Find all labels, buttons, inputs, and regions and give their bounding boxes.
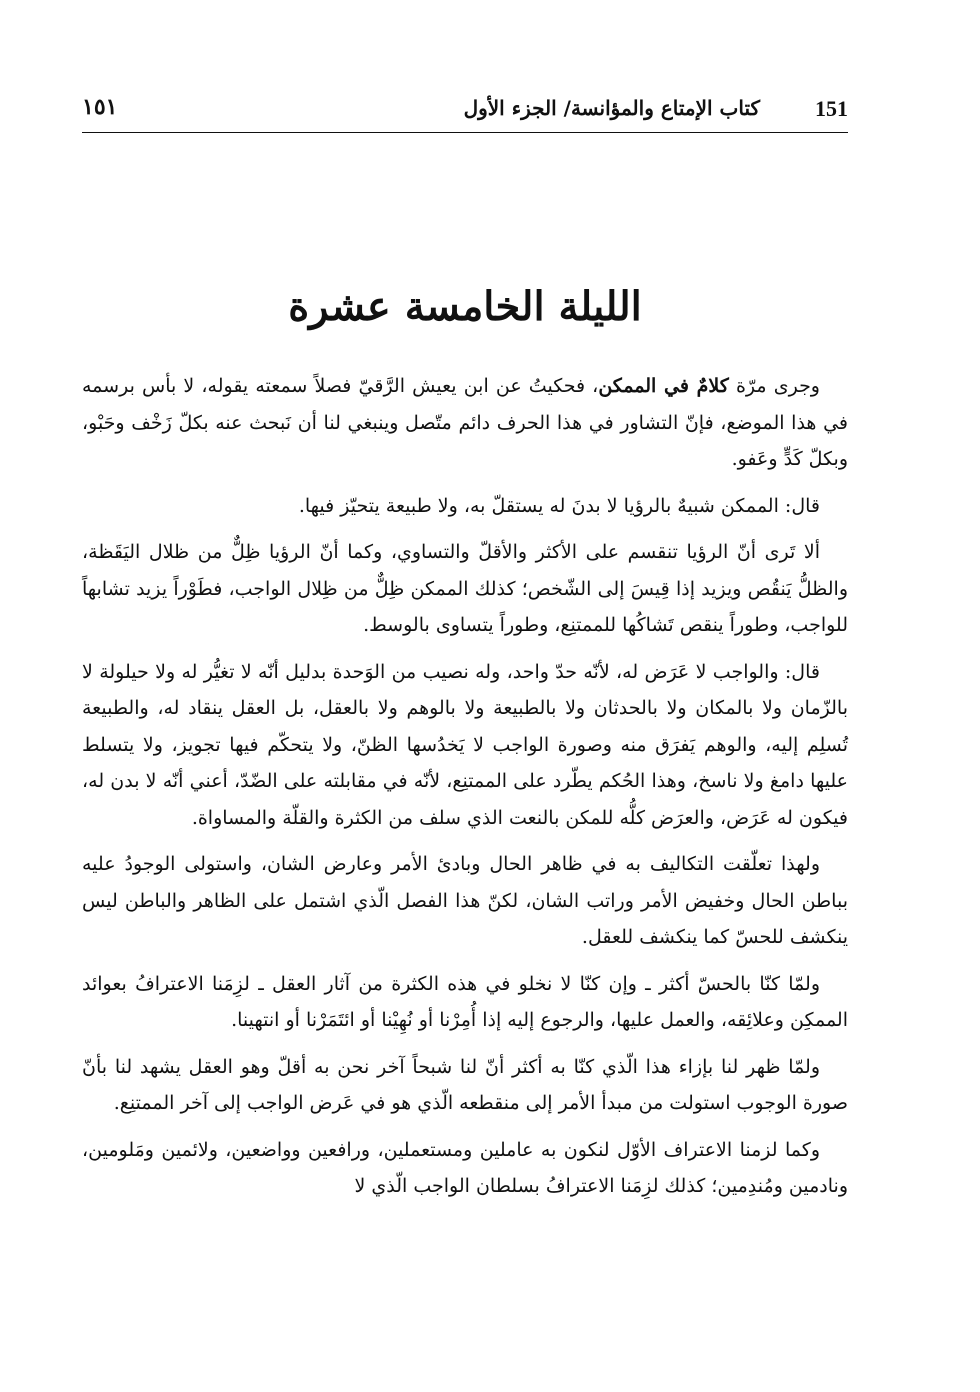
header-rule bbox=[82, 132, 848, 133]
paragraph-7: ولمّا ظهر لنا بإزاء هذا الّذي كنّا به أكثر أنّ لنا شبحاً آخر نحن به أقلّ وهو العقل يشهد لنا بأنّ صورة الوجوب استولت من مبدأ الأمر إلى منقطعه الّذي هو في عَرض الواجب إلى آخر الممتنِع. bbox=[82, 1055, 848, 1114]
paragraph-1 bbox=[82, 368, 848, 478]
page-number-latin: 151 bbox=[815, 96, 848, 121]
paragraph-1-after: ، فحكيتُ عن ابن يعيش الرَّقيّ فصلاً سمعته يقوله، لا بأس برسمه في هذا الموضع، فإنّ التشاور في هذا الحرف دائم متّصل وينبغي لنا أن نَبحث عنه بكلّ زَخْف وحَبْو، وبكلّ كَدٍّ وعَفو. bbox=[82, 375, 848, 470]
body-text bbox=[82, 368, 848, 1215]
paragraph-1-before: وجرى مرّة bbox=[728, 375, 820, 397]
paragraph-1-bold: كلامٌ في الممكن bbox=[598, 375, 729, 397]
running-header bbox=[82, 90, 848, 130]
paragraph-4: قال: والواجب لا عَرَض له، لأنّه حدّ واحد، وله نصيب من الوَحدة بدليل أنّه لا تغيُّر له ولا حيلولة لا بالزّمان ولا بالمكان ولا بالحدثان ولا بالطبيعة ولا بالوهم ولا بالعقل، بل العقل ينقاد له، والطبيعة تُسلِم إليه، والوهم يَفرَق منه وصورة الواجب لا يَخدُسها الظنّ، ولا يتحكّم فيها تجويز، ولا يتسلط عليها دامغ ولا ناسخ، وهذا الحُكم يطّرد على الممتنِع، لأنّه في مقابلته على الضّدّ، أعني أنّه لا بدن له، فيكون له عَرَض، والعرَض كلُّه للمكن بالنعت الذي سلف من الكثرة والقلّة والمساواة. bbox=[82, 660, 848, 829]
paragraph-8: وكما لزمنا الاعتراف الأوّل لنكون به عاملين ومستعملين، ورافعين وواضعين، ولائمين ومَلومين، ونادمين ومُندِمين؛ كذلك لزِمَنا الاعترافُ بسلطان الواجب الّذي لا bbox=[82, 1138, 848, 1197]
running-title: كتاب الإمتاع والمؤانسة/ الجزء الأول bbox=[463, 96, 760, 120]
paragraph-2: قال: الممكن شبيهٌ بالرؤيا لا بدنَ له يستقلّ به، ولا طبيعة يتحيّز فيها. bbox=[298, 494, 820, 517]
chapter-title: الليلة الخامسة عشرة bbox=[288, 283, 642, 330]
paragraph-5: ولهذا تعلّقت التكاليف به في ظاهر الحال وبادئ الأمر وعارض الشان، واستولى الوجودُ عليه بباطن الحال وخفيض الأمر وراتب الشان، لكنّ هذا الفصل الّذي اشتمل على الظاهر والباطن ليس ينكشف للحسّ كما ينكشف للعقل. bbox=[82, 853, 848, 948]
page-number-arabic: ١٥١ bbox=[82, 94, 118, 120]
paragraph-6: ولمّا كنّا بالحسّ أكثر ـ وإن كنّا لا نخلو في هذه الكثرة من آثار العقل ـ لزِمَنا الاعترافُ بعوائد الممكِن وعلائِقه، والعمل عليها، والرجوع إليه إذا أُمِرْنا أو نُهِيْنا أو ائتَمَرْنا أو انتهينا. bbox=[82, 972, 848, 1031]
paragraph-3: ألا تَرى أنّ الرؤيا تنقسم على الأكثر والأقلّ والتساوي، وكما أنّ الرؤيا ظِلٌّ من ظلال اليَقَظة، والظلُّ يَنقُص ويزيد إذا قِيسَ إلى الشّخص؛ كذلك الممكن ظِلٌّ من ظِلال الواجب، فطَوْراً يزيد تشابهاً للواجب، وطوراً ينقص تَشاكُها للممتنِع، وطوراً يتساوى بالوسط. bbox=[82, 541, 848, 636]
